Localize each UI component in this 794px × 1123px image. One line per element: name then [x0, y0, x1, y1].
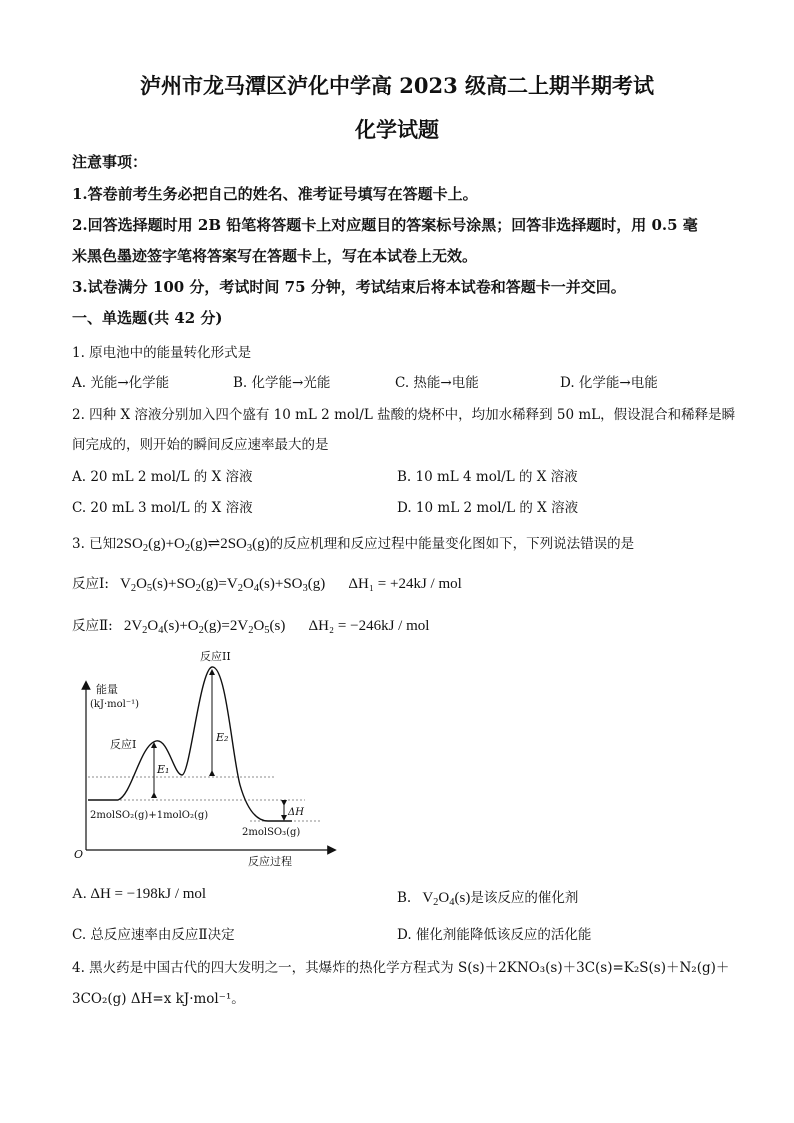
q3-stem-suffix: 的反应机理和反应过程中能量变化图如下，下列说法错误的是: [269, 536, 635, 552]
q1-option-c: C. 热能→电能: [395, 375, 479, 391]
y-axis-label-line2: (kJ·mol⁻¹): [90, 699, 140, 710]
q3-stem: [72, 532, 634, 553]
notice-item-3: 3.试卷满分 100 分，考试时间 75 分钟，考试结束后将本试卷和答题卡一并交回。: [72, 278, 626, 296]
section-heading: 一、单选题(共 42 分): [72, 309, 223, 327]
reaction-2-enthalpy: ΔH₂ = −246kJ / mol: [308, 618, 430, 634]
q3-option-c: C. 总反应速率由反应Ⅱ决定: [72, 927, 235, 943]
q3-option-b-letter: B.: [397, 890, 412, 906]
q2-stem-line1: 2. 四种 X 溶液分别加入四个盛有 10 mL 2 mol/L 盐酸的烧杯中，均加水稀释到 50 mL，假设混合和稀释是瞬: [72, 407, 736, 423]
peak-1-label: 反应I: [110, 738, 137, 751]
q1-option-d: D. 化学能→电能: [560, 375, 658, 391]
e1-label: E₁: [157, 763, 170, 776]
reaction-1-equation: $V_2O_5(s)+SO_2(g)=V_2O_4(s)+SO_3(g)$: [119, 576, 326, 594]
q3-stem-prefix: 3. 已知: [72, 536, 117, 552]
q2-option-b: B. 10 mL 4 mol/L 的 X 溶液: [397, 469, 578, 485]
q3-option-a: A. ΔH = −198kJ / mol: [72, 886, 207, 902]
q3-overall-equation: $2SO_2(g)+O_2(g)\rightleftharpoons 2SO_3(g)$: [116, 536, 270, 554]
energy-profile-diagram: [60, 645, 350, 870]
products-label: 2molSO₃(g): [242, 827, 301, 838]
reaction-2-equation: $2V_2O_4(s)+O_2(g)=2V_2O_5(s)$: [123, 618, 286, 636]
origin-label: O: [74, 848, 84, 861]
q1-option-b: B. 化学能→光能: [233, 375, 331, 391]
y-axis-label-line1: 能量: [96, 683, 118, 696]
notice-item-2-cont: 米黑色墨迹签字笔将答案写在答题卡上，写在本试卷上无效。: [72, 247, 478, 265]
q4-stem-line1: 4. 黑火药是中国古代的四大发明之一，其爆炸的热化学方程式为 S(s)＋2KNO₃(s)＋3C(s)=K₂S(s)＋N₂(g)＋: [72, 960, 730, 976]
q1-stem: 1. 原电池中的能量转化形式是: [72, 345, 252, 361]
reaction-2-label: 反应Ⅱ:: [72, 618, 113, 634]
reaction-1-label: 反应Ⅰ:: [72, 576, 109, 592]
q4-stem-line2: 3CO₂(g) ΔH=x kJ·mol⁻¹。: [72, 991, 245, 1007]
notice-item-2: 2.回答选择题时用 2B 铅笔将答题卡上对应题目的答案标号涂黑；回答非选择题时，用 0.5 毫: [72, 216, 698, 234]
q2-option-d: D. 10 mL 2 mol/L 的 X 溶液: [397, 500, 579, 516]
q3-option-b: [397, 886, 578, 907]
notice-heading: 注意事项：: [72, 153, 148, 171]
q2-option-a: A. 20 mL 2 mol/L 的 X 溶液: [72, 469, 253, 485]
q3-option-b-formula: $V_2O_4(s)$: [422, 890, 471, 908]
peak-2-label: 反应II: [200, 650, 231, 663]
q3-reaction-2: [72, 614, 429, 635]
q1-option-a: A. 光能→化学能: [72, 375, 170, 391]
q3-reaction-1: [72, 572, 462, 593]
reactants-label: 2molSO₂(g)+1molO₂(g): [90, 810, 209, 821]
delta-h-label: ΔH: [288, 807, 304, 818]
q2-option-c: C. 20 mL 3 mol/L 的 X 溶液: [72, 500, 253, 516]
exam-title: 泸州市龙马潭区泸化中学高 2023 级高二上期半期考试: [139, 73, 655, 98]
x-axis-label: 反应过程: [248, 855, 292, 868]
notice-item-1: 1.答卷前考生务必把自己的姓名、准考证号填写在答题卡上。: [72, 185, 478, 203]
q3-option-d: D. 催化剂能降低该反应的活化能: [397, 927, 592, 943]
q3-option-b-text: 是该反应的催化剂: [470, 890, 579, 906]
q2-stem-line2: 间完成的，则开始的瞬间反应速率最大的是: [72, 437, 329, 453]
reaction-1-enthalpy: ΔH₁ = +24kJ / mol: [348, 576, 462, 592]
e2-label: E₂: [216, 731, 229, 744]
exam-subtitle: 化学试题: [355, 117, 439, 142]
